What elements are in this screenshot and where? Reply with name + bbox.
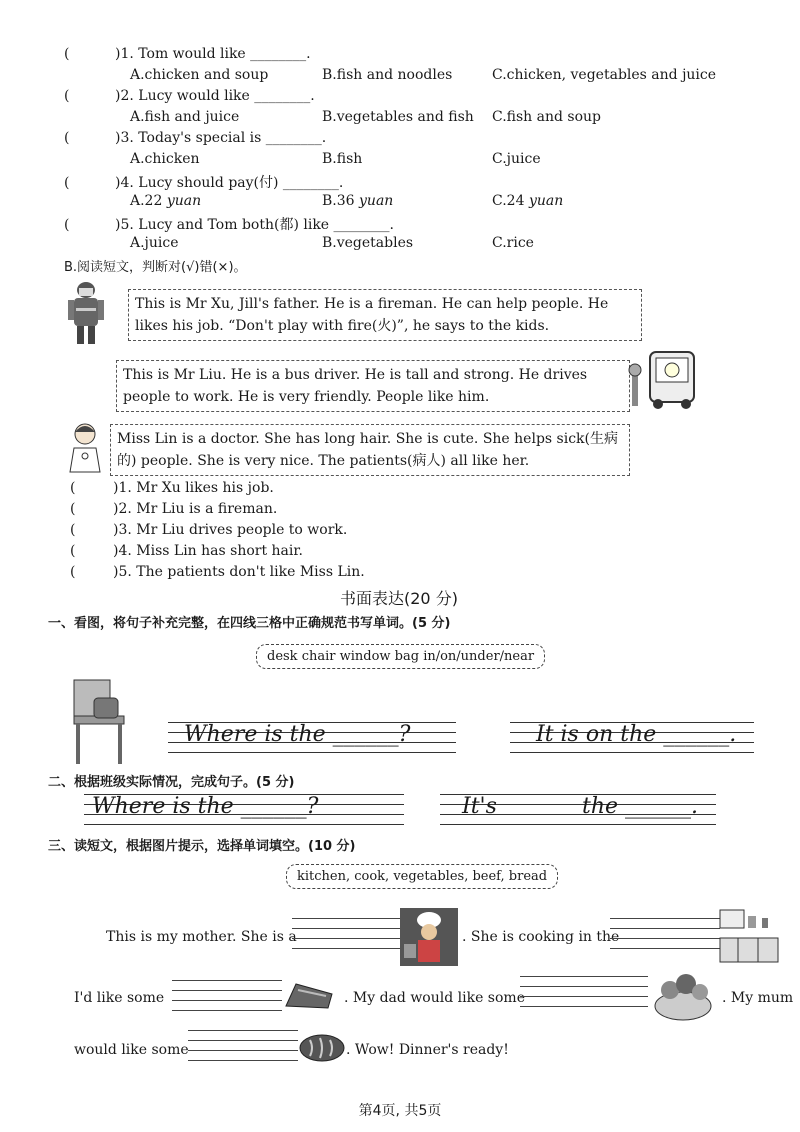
option-a: A.chicken and soup xyxy=(130,67,269,83)
cloze-text-3: I'd like some xyxy=(74,990,165,1006)
cloze-text-2: . She is cooking in the xyxy=(462,929,620,945)
option-a: A.22 yuan xyxy=(130,193,202,209)
option-b: B.fish and noodles xyxy=(322,67,453,83)
writing-title: 书面表达(20 分) xyxy=(340,589,458,608)
question-text: )1. Tom would like ________. xyxy=(115,46,311,62)
cloze-text-6: would like some xyxy=(74,1042,189,1058)
word-bank-1: desk chair window bag in/on/under/near xyxy=(256,644,545,669)
bus-driver-icon xyxy=(628,348,698,412)
question-text: )4. Lucy should pay(付) ________. xyxy=(115,175,344,191)
statement-4: ( )4. Miss Lin has short hair. xyxy=(70,543,303,559)
sentence-it-is-on: It is on the ______. xyxy=(536,722,737,747)
option-b: B.36 yuan xyxy=(322,193,394,209)
option-b: B.vegetables xyxy=(322,235,414,251)
sentence-where-is: Where is the ______? xyxy=(184,722,411,747)
question-text: )2. Lucy would like ________. xyxy=(115,88,315,104)
passage-miss-lin: Miss Lin is a doctor. She has long hair. She is cute. She helps sick(生病的) people. She is very nice. The patients(病人) all like her. xyxy=(110,424,630,476)
question-1: ( )1. Tom would like ________. xyxy=(64,46,311,62)
section-1-heading: 一、看图，将句子补充完整，在四线三格中正确规范书写单词。(5 分) xyxy=(48,616,451,631)
option-a: A.fish and juice xyxy=(130,109,240,125)
option-c: C.chicken, vegetables and juice xyxy=(492,67,717,83)
question-text: )5. Lucy and Tom both(都) like ________. xyxy=(115,217,394,233)
cook-icon xyxy=(400,908,458,966)
passage-mr-liu: This is Mr Liu. He is a bus driver. He is tall and strong. He drives people to work. He is very friendly. People like him. xyxy=(116,360,630,412)
cloze-text-7: . Wow! Dinner's ready! xyxy=(346,1042,509,1058)
question-4: ( )4. Lucy should pay(付) ________. xyxy=(64,175,344,191)
sentence-where-is-2: Where is the ______? xyxy=(92,794,319,819)
option-a: A.chicken xyxy=(130,151,200,167)
page-footer: 第4页, 共5页 xyxy=(358,1103,442,1119)
vegetables-icon xyxy=(652,968,714,1022)
option-c: C.fish and soup xyxy=(492,109,602,125)
part-b-heading: B.阅读短文，判断对(√)错(×)。 xyxy=(64,260,247,275)
fireman-icon xyxy=(66,278,106,348)
section-3-heading: 三、读短文，根据图片提示，选择单词填空。(10 分) xyxy=(48,839,356,854)
question-5: ( )5. Lucy and Tom both(都) like ________. xyxy=(64,217,394,233)
cloze-text-1: This is my mother. She is a xyxy=(106,929,297,945)
statement-1: ( )1. Mr Xu likes his job. xyxy=(70,480,274,496)
question-3: ( )3. Today's special is ________. xyxy=(64,130,327,146)
question-2: ( )2. Lucy would like ________. xyxy=(64,88,315,104)
sentence-its: It's xyxy=(462,794,497,819)
option-c: C.24 yuan xyxy=(492,193,564,209)
bread-icon xyxy=(298,1030,346,1064)
doctor-icon xyxy=(64,420,106,476)
cloze-text-5: . My mum xyxy=(722,990,794,1006)
statement-2: ( )2. Mr Liu is a fireman. xyxy=(70,501,278,517)
option-b: B.vegetables and fish xyxy=(322,109,474,125)
beef-icon xyxy=(282,978,336,1012)
cloze-text-4: . My dad would like some xyxy=(344,990,525,1006)
option-b: B.fish xyxy=(322,151,363,167)
option-c: C.juice xyxy=(492,151,541,167)
statement-5: ( )5. The patients don't like Miss Lin. xyxy=(70,564,365,580)
passage-mr-xu: This is Mr Xu, Jill's father. He is a fireman. He can help people. He likes his job. “Don't play with fire(火)”, he says to the kids. xyxy=(128,289,642,341)
option-a: A.juice xyxy=(130,235,179,251)
kitchen-icon xyxy=(718,908,780,964)
option-c: C.rice xyxy=(492,235,534,251)
sentence-the: the ______. xyxy=(582,794,699,819)
word-bank-3: kitchen, cook, vegetables, beef, bread xyxy=(286,864,558,889)
question-text: )3. Today's special is ________. xyxy=(115,130,327,146)
chair-with-bag-icon xyxy=(66,678,136,768)
statement-3: ( )3. Mr Liu drives people to work. xyxy=(70,522,348,538)
section-2-heading: 二、根据班级实际情况，完成句子。(5 分) xyxy=(48,775,295,790)
